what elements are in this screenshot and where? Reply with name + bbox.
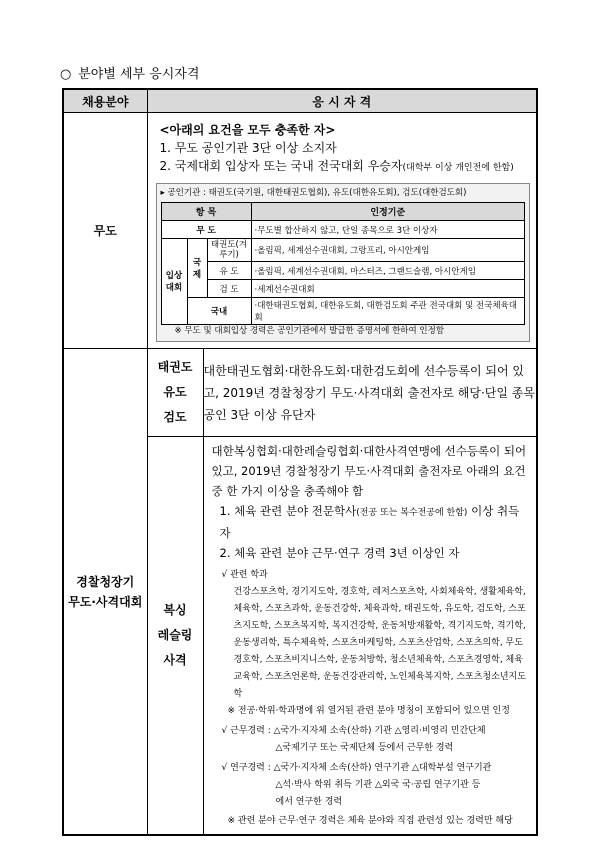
criteria-dom-std: ·대한태권도협회, 대한유도회, 대한검도회 주관 전국대회 및 전국체육대회 bbox=[251, 298, 524, 325]
tkd-judo-kendo-text: 대한태권도협회·대한유도회·대한검도회에 선수등록이 되어 있고, 2019년 경찰청장기 무도·사격대회 출전자로 해당·단일 종목 공인 3단 이상 유단자 bbox=[203, 349, 537, 437]
dept-list: 건강스포츠학, 경기지도학, 경호학, 레저스포츠학, 사회체육학, 생활체육학, 체육학, 스포츠과학, 운동건강학, 체육과학, 태권도학, 유도학, 검도학, 스포츠지도학, 스포츠복지학, 복지건강학, 운동처방재활학, 격기지도학, 격기학, 운동생리학, 특수체육학, 스포츠마케팅학, 스포츠산업학, 스포츠의학, 무도경호학, 스포츠비지니스학, 운동처방학, 청소년체육학, 스포츠경영학, 체육교육학, 스포츠언론학, 운동건강관리학, 노인체육복지학, 스포츠청소년지도학 bbox=[233, 587, 526, 699]
work-exp-line-1: √ 근무경력 : △국가·지자체 소속(산하) 기관 △영리·비영리 민간단체 bbox=[221, 726, 486, 736]
criteria-kendo-label: 검 도 bbox=[207, 280, 251, 298]
criteria-intl-label: 국제 bbox=[187, 239, 207, 298]
final-note: ※ 관련 분야 근무·연구 경력은 체육 분야와 직접 관련성 있는 경력만 해당 bbox=[227, 816, 513, 826]
criteria-col-std: 인정기준 bbox=[251, 203, 524, 221]
research-exp-line-1: √ 연구경력 : △국가·지자체 소속(산하) 연구기관 △대학부설 연구기관 bbox=[221, 763, 492, 773]
circle-bullet: ○ bbox=[60, 67, 72, 82]
mudo-req-1: 1. 무도 공인기관 3단 이상 소지자 bbox=[159, 141, 337, 155]
subcategory-boxing-wrestling-shooting: 복싱 레슬링 사격 bbox=[147, 437, 203, 836]
bws-req-1: 1. 체육 관련 분야 전문학사(전공 또는 복수전공에 한함) 이상 취득자 bbox=[219, 504, 520, 540]
criteria-kendo-std: ·세계선수권대회 bbox=[251, 280, 524, 298]
criteria-judo-label: 유 도 bbox=[207, 262, 251, 280]
mudo-req-2: 2. 국제대회 입상자 또는 국내 전국대회 우승자(대학부 이상 개인전에 한함) bbox=[159, 159, 514, 173]
category-police-cup: 경찰청장기 무도·사격대회 bbox=[63, 349, 147, 836]
section-heading bbox=[60, 63, 199, 82]
dept-title: √ 관련 학과 bbox=[221, 570, 268, 580]
dept-note: ※ 전공·학위·학과명에 위 열거된 관련 분야 명칭이 포함되어 있으면 인정 bbox=[227, 706, 510, 716]
criteria-judo-std: ·올림픽, 세계선수권대회, 마스터즈, 그랜드슬램, 아시안게임 bbox=[251, 262, 524, 280]
qualification-table bbox=[62, 88, 538, 836]
criteria-mudo-label: 무 도 bbox=[161, 221, 251, 239]
header-field: 채용분야 bbox=[63, 89, 147, 113]
bws-intro: 대한복싱협회·대한레슬링협회·대한사격연맹에 선수등록이 되어 있고, 2019년 경찰청장기 무도·사격대회 출전자로 아래의 요건 중 한 가지 이상을 충족해야 함 bbox=[211, 444, 527, 498]
work-exp-line-2: △국제기구 또는 국제단체 등에서 근무한 경력 bbox=[275, 743, 454, 753]
research-exp-line-2: △석·박사 학위 취득 기관 △외국 국·공립 연구기관 등 bbox=[275, 780, 481, 790]
section-title: 분야별 세부 응시자격 bbox=[78, 67, 200, 82]
criteria-table bbox=[161, 202, 526, 325]
mudo-title: <아래의 요건을 모두 충족한 자> bbox=[159, 123, 336, 137]
subcategory-tkd-judo-kendo: 태권도 유도 검도 bbox=[147, 349, 203, 437]
authority-note: ▸ 공인기관 : 태권도(국기원, 대한태권도협회), 유도(대한유도회), 검도(대한검도회) bbox=[160, 188, 467, 198]
criteria-award-label: 입상대회 bbox=[161, 239, 187, 325]
research-exp-line-3: 에서 연구한 경력 bbox=[275, 797, 343, 807]
criteria-tkd-label: 태권도(겨루기) bbox=[207, 239, 251, 262]
criteria-dom-label: 국내 bbox=[187, 298, 251, 325]
header-qualification: 응 시 자 격 bbox=[147, 89, 537, 113]
criteria-tkd-std: ·올림픽, 세계선수권대회, 그랑프리, 아시안게임 bbox=[251, 239, 524, 262]
mudo-footnote: ※ 무도 및 대회입상 경력은 공인기관에서 발급한 증명서에 한하여 인정함 bbox=[174, 326, 445, 336]
mudo-requirements bbox=[147, 113, 537, 349]
criteria-col-item: 항 목 bbox=[161, 203, 251, 221]
criteria-mudo-std: ·무도별 합산하지 않고, 단일 종목으로 3단 이상자 bbox=[251, 221, 524, 239]
bws-req-2: 2. 체육 관련 분야 근무·연구 경력 3년 이상인 자 bbox=[219, 546, 460, 560]
mudo-criteria-box bbox=[156, 183, 531, 342]
category-mudo: 무도 bbox=[63, 113, 147, 349]
boxing-wrestling-shooting-body bbox=[203, 437, 537, 836]
